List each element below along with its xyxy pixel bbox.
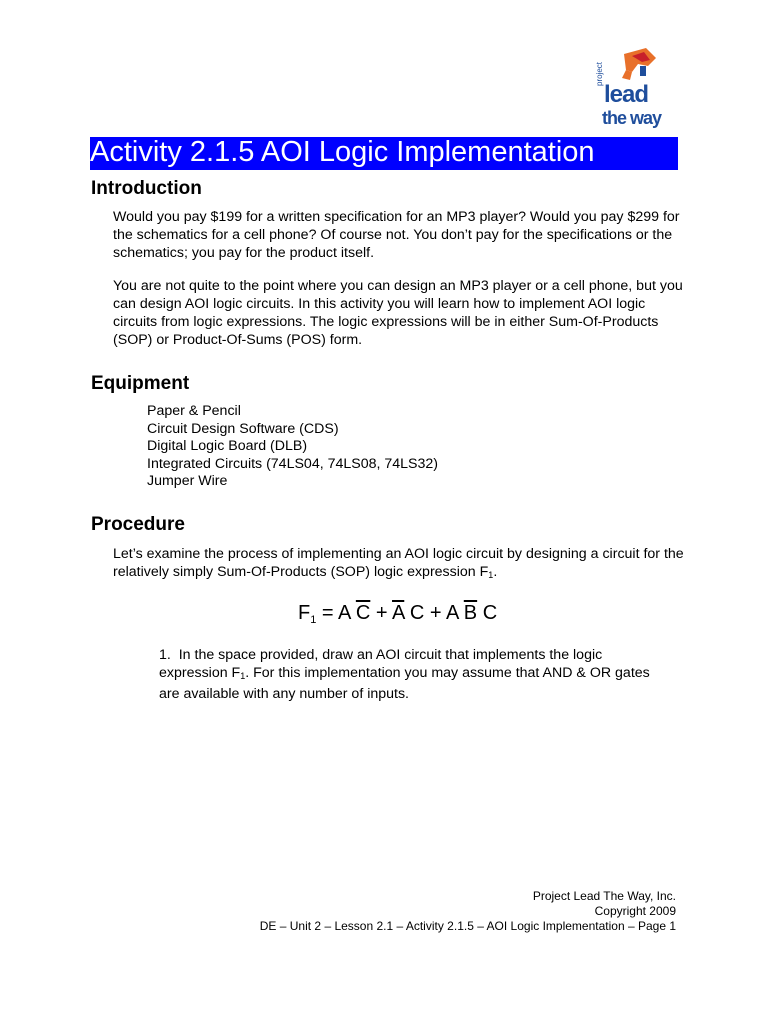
logo-the-way-text: the way xyxy=(602,108,662,128)
procedure-heading: Procedure xyxy=(91,514,185,535)
footer-page-info: DE – Unit 2 – Lesson 2.1 – Activity 2.1.5 – AOI Logic Implementation – Page 1 xyxy=(259,919,676,933)
page-title: Activity 2.1.5 AOI Logic Implementation xyxy=(90,136,595,168)
list-item: Jumper Wire xyxy=(147,473,228,489)
list-item: Digital Logic Board (DLB) xyxy=(147,438,308,454)
title-bar xyxy=(90,137,678,170)
list-item: Paper & Pencil xyxy=(147,403,241,419)
procedure-intro: Let’s examine the process of implementing an AOI logic circuit by designing a circuit for the relatively simply Sum-Of-Products (SOP) logic expression $F_1$. xyxy=(113,546,684,580)
equipment-list xyxy=(147,403,438,491)
logic-equation: $F_1 = A$ $\overline{C} + \overline{A}$ C + A $\overline{B}$ C xyxy=(298,602,498,626)
project-lead-the-way-logo xyxy=(586,44,678,132)
list-item: Integrated Circuits (74LS04, 74LS08, 74LS32) xyxy=(147,455,439,472)
introduction-heading: Introduction xyxy=(91,178,202,199)
introduction-paragraph-2: You are not quite to the point where you can design an MP3 player or a cell phone, but you can design AOI logic circuits. In this activity you will learn how to implement AOI logic circuits from logic expressions. The logic expressions will be in either Sum-Of-Products (SOP) or Product-Of-Sums (POS) form. xyxy=(113,278,683,348)
footer-company: Project Lead The Way, Inc. xyxy=(532,889,676,903)
footer-copyright: Copyright 2009 xyxy=(594,904,676,918)
equipment-heading: Equipment xyxy=(91,373,190,394)
step-1-text: 1. In the space provided, draw an AOI circuit that implements the logic expression $F_1$. For this implementation you may assume that AND & OR gates are available with any number of inputs. xyxy=(159,647,650,702)
logo-project-text: project xyxy=(595,61,604,86)
list-item: Circuit Design Software (CDS) xyxy=(147,420,339,437)
introduction-paragraph-1: Would you pay $199 for a written specification for an MP3 player? Would you pay $299 for the schematics for a cell phone? Of course not. You don’t pay for the specifications or the schematics; you pay for the product itself. xyxy=(113,209,680,261)
logo-lead-text: lead xyxy=(604,81,649,108)
